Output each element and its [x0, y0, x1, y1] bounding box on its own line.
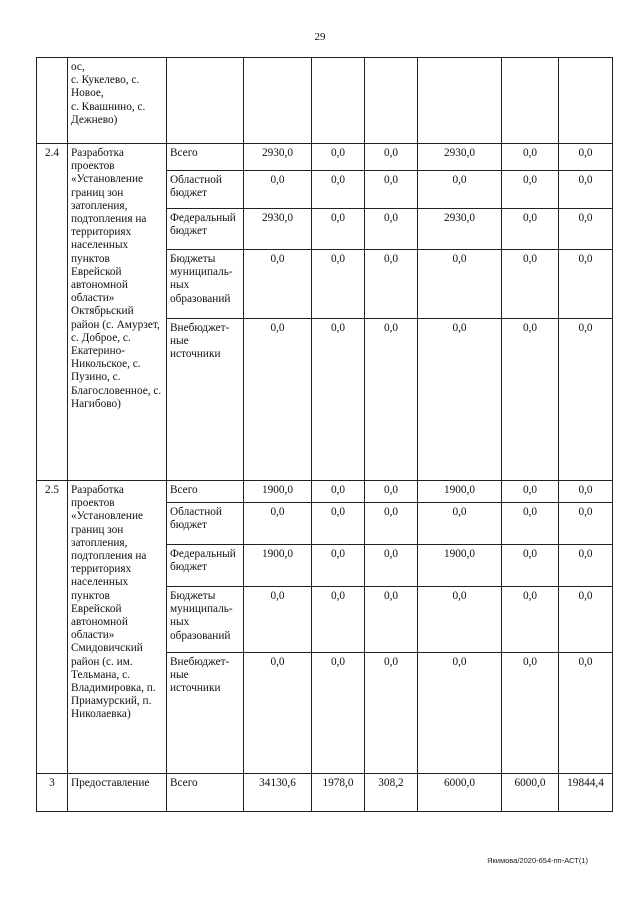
- funding-value: 0,0: [502, 653, 559, 774]
- funding-value: 0,0: [312, 503, 365, 545]
- continuation-value: [365, 58, 418, 144]
- funding-value: 2930,0: [418, 144, 502, 171]
- row-measure-name: Разработка проектов «Установление границ зон затопления, подтопления на территориях населенных пунктов Еврейской автономной области» Смидовичский район (с. им. Тельмана, с. Владимировка, п. Приамурский, п. Николаевка): [68, 481, 167, 774]
- table-row: [37, 774, 613, 812]
- row-index: 3: [37, 774, 68, 812]
- funding-value: 0,0: [559, 171, 613, 209]
- funding-value: 0,0: [502, 209, 559, 250]
- budget-table: [36, 57, 613, 812]
- continuation-value: [418, 58, 502, 144]
- funding-source: Всего: [167, 144, 244, 171]
- funding-value: 0,0: [312, 587, 365, 653]
- funding-value: 0,0: [365, 545, 418, 587]
- funding-value: 0,0: [365, 144, 418, 171]
- funding-value: 6000,0: [418, 774, 502, 812]
- row-index: 2.4: [37, 144, 68, 481]
- funding-value: 19844,4: [559, 774, 613, 812]
- page-number: 29: [314, 31, 326, 43]
- funding-value: 0,0: [244, 319, 312, 481]
- funding-value: 0,0: [365, 319, 418, 481]
- funding-value: 0,0: [559, 209, 613, 250]
- funding-value: 0,0: [418, 587, 502, 653]
- funding-value: 0,0: [418, 503, 502, 545]
- funding-value: 2930,0: [244, 209, 312, 250]
- footer-note: Якимова/2020-654-пп-АСТ(1): [487, 856, 588, 865]
- table-row: [37, 144, 613, 171]
- funding-value: 0,0: [365, 209, 418, 250]
- funding-source: Внебюджет-ные источники: [167, 319, 244, 481]
- funding-value: 0,0: [365, 653, 418, 774]
- funding-value: 0,0: [365, 503, 418, 545]
- funding-source: Федеральный бюджет: [167, 209, 244, 250]
- budget-table-body: [37, 58, 613, 812]
- funding-value: 0,0: [244, 587, 312, 653]
- funding-value: 0,0: [502, 481, 559, 503]
- funding-value: 0,0: [559, 545, 613, 587]
- funding-value: 0,0: [418, 653, 502, 774]
- funding-value: 1900,0: [244, 481, 312, 503]
- funding-value: 0,0: [418, 319, 502, 481]
- funding-value: 0,0: [312, 250, 365, 319]
- continuation-source: [167, 58, 244, 144]
- funding-source: Всего: [167, 481, 244, 503]
- row-measure-name: Предоставление: [68, 774, 167, 812]
- funding-source: Всего: [167, 774, 244, 812]
- funding-value: 0,0: [312, 319, 365, 481]
- funding-value: 0,0: [502, 319, 559, 481]
- funding-value: 0,0: [559, 250, 613, 319]
- continuation-value: [312, 58, 365, 144]
- funding-source: Бюджеты муниципаль-ных образований: [167, 587, 244, 653]
- funding-value: 0,0: [244, 171, 312, 209]
- row-measure-name: Разработка проектов «Установление границ зон затопления, подтопления на территориях населенных пунктов Еврейской автономной области» Октябрьский район (с. Амурзет, с. Доброе, с. Екатерино-Никольское, с. Пузино, с. Благословенное, с. Нагибово): [68, 144, 167, 481]
- funding-value: 0,0: [418, 171, 502, 209]
- funding-value: 0,0: [502, 587, 559, 653]
- funding-value: 0,0: [559, 587, 613, 653]
- funding-value: 6000,0: [502, 774, 559, 812]
- funding-value: 0,0: [365, 250, 418, 319]
- funding-source: Внебюджет-ные источники: [167, 653, 244, 774]
- continuation-value: [244, 58, 312, 144]
- funding-value: 0,0: [365, 171, 418, 209]
- funding-source: Федеральный бюджет: [167, 545, 244, 587]
- funding-value: 34130,6: [244, 774, 312, 812]
- funding-value: 1900,0: [418, 481, 502, 503]
- funding-value: 2930,0: [418, 209, 502, 250]
- funding-value: 0,0: [312, 545, 365, 587]
- funding-value: 0,0: [502, 250, 559, 319]
- funding-value: 1900,0: [244, 545, 312, 587]
- funding-value: 0,0: [312, 144, 365, 171]
- funding-value: 0,0: [365, 481, 418, 503]
- table-row: [37, 481, 613, 503]
- funding-value: 2930,0: [244, 144, 312, 171]
- funding-value: 1978,0: [312, 774, 365, 812]
- funding-value: 0,0: [559, 144, 613, 171]
- funding-value: 0,0: [365, 587, 418, 653]
- continuation-row: [37, 58, 613, 144]
- funding-value: 0,0: [312, 171, 365, 209]
- funding-value: 0,0: [502, 144, 559, 171]
- funding-value: 0,0: [502, 545, 559, 587]
- funding-value: 0,0: [244, 503, 312, 545]
- funding-value: 0,0: [418, 250, 502, 319]
- funding-value: 0,0: [559, 319, 613, 481]
- funding-value: 0,0: [502, 171, 559, 209]
- continuation-value: [502, 58, 559, 144]
- funding-value: 0,0: [312, 209, 365, 250]
- funding-value: 308,2: [365, 774, 418, 812]
- continuation-index: [37, 58, 68, 144]
- funding-source: Областной бюджет: [167, 171, 244, 209]
- funding-value: 1900,0: [418, 545, 502, 587]
- funding-value: 0,0: [559, 481, 613, 503]
- funding-source: Бюджеты муниципаль-ных образований: [167, 250, 244, 319]
- funding-value: 0,0: [244, 653, 312, 774]
- funding-value: 0,0: [312, 653, 365, 774]
- funding-source: Областной бюджет: [167, 503, 244, 545]
- funding-value: 0,0: [559, 653, 613, 774]
- funding-value: 0,0: [559, 503, 613, 545]
- row-index: 2.5: [37, 481, 68, 774]
- funding-value: 0,0: [502, 503, 559, 545]
- funding-value: 0,0: [244, 250, 312, 319]
- continuation-name: ос, с. Кукелево, с. Новое, с. Квашнино, с. Дежнево): [68, 58, 167, 144]
- funding-value: 0,0: [312, 481, 365, 503]
- continuation-value: [559, 58, 613, 144]
